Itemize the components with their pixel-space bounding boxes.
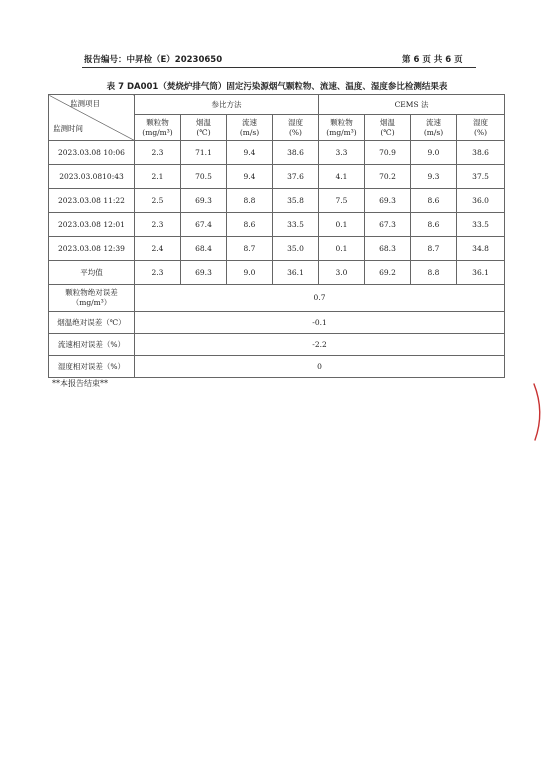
value-cell: 2.1: [135, 165, 181, 189]
value-cell: 8.6: [227, 213, 273, 237]
average-value-cell: 9.0: [227, 261, 273, 285]
value-cell: 37.6: [273, 165, 319, 189]
value-cell: 2.5: [135, 189, 181, 213]
pen-mark: [532, 382, 546, 442]
value-cell: 2.4: [135, 237, 181, 261]
average-value-cell: 36.1: [273, 261, 319, 285]
column-header: [365, 115, 411, 141]
value-cell: 8.6: [411, 189, 457, 213]
error-label-text: 流速相对误差（%）: [57, 339, 126, 349]
value-cell: 38.6: [457, 141, 505, 165]
error-value-cell: 0.7: [135, 285, 505, 312]
error-label: [49, 334, 135, 356]
value-cell: 69.3: [365, 189, 411, 213]
value-cell: 2.3: [135, 213, 181, 237]
value-cell: 71.1: [181, 141, 227, 165]
column-header-name: 颗粒物: [330, 117, 353, 127]
value-cell: 33.5: [457, 213, 505, 237]
time-cell: 2023.03.0810:43: [49, 165, 135, 189]
error-label-unit: （mg/m³）: [71, 298, 112, 307]
value-cell: 36.0: [457, 189, 505, 213]
report-number: 报告编号：中昇检（E）20230650: [84, 55, 223, 65]
error-label-text: 颗粒物绝对误差: [65, 288, 118, 297]
value-cell: 2.3: [135, 141, 181, 165]
value-cell: 9.3: [411, 165, 457, 189]
value-cell: 8.7: [411, 237, 457, 261]
report-end-note: **本报告结束**: [52, 379, 108, 388]
table-row: [49, 165, 505, 189]
table-row: [49, 141, 505, 165]
value-cell: 34.8: [457, 237, 505, 261]
group-header-cems: CEMS 法: [319, 95, 505, 115]
column-header-unit: (%): [474, 127, 488, 137]
value-cell: 9.4: [227, 165, 273, 189]
time-cell: 2023.03.08 10:06: [49, 141, 135, 165]
value-cell: 33.5: [273, 213, 319, 237]
column-header: [181, 115, 227, 141]
average-value-cell: 69.3: [181, 261, 227, 285]
value-cell: 68.3: [365, 237, 411, 261]
table-row: [49, 189, 505, 213]
column-header-unit: (℃): [380, 127, 395, 137]
column-header-name: 流速: [426, 117, 441, 127]
error-value-cell: -2.2: [135, 334, 505, 356]
value-cell: 9.0: [411, 141, 457, 165]
time-cell: 2023.03.08 11:22: [49, 189, 135, 213]
error-value-cell: 0: [135, 356, 505, 378]
column-header: [135, 115, 181, 141]
average-row: [49, 261, 505, 285]
error-label: [49, 285, 135, 312]
corner-label-time: 监测时间: [53, 124, 83, 133]
error-row: [49, 356, 505, 378]
column-header: [227, 115, 273, 141]
column-header: [273, 115, 319, 141]
value-cell: 70.5: [181, 165, 227, 189]
value-cell: 3.3: [319, 141, 365, 165]
column-header-unit: (℃): [196, 127, 211, 137]
column-header-name: 颗粒物: [146, 117, 169, 127]
table-row: [49, 237, 505, 261]
value-cell: 67.4: [181, 213, 227, 237]
corner-label-item: 监测项目: [70, 99, 100, 108]
error-rows: [49, 285, 505, 378]
error-label-text: 烟温绝对误差（℃）: [57, 317, 126, 327]
value-cell: 8.7: [227, 237, 273, 261]
column-header-unit: (m/s): [423, 127, 444, 137]
time-cell: 2023.03.08 12:39: [49, 237, 135, 261]
value-cell: 37.5: [457, 165, 505, 189]
error-value-cell: -0.1: [135, 312, 505, 334]
value-cell: 35.8: [273, 189, 319, 213]
column-header: [457, 115, 505, 141]
value-cell: 0.1: [319, 237, 365, 261]
corner-header-cell: [49, 95, 135, 141]
value-cell: 68.4: [181, 237, 227, 261]
header-divider: [82, 67, 476, 68]
value-cell: 70.2: [365, 165, 411, 189]
page-info: 第 6 页 共 6 页: [402, 55, 463, 65]
results-table: [48, 94, 505, 378]
error-row: [49, 285, 505, 312]
column-header-unit: (%): [289, 127, 302, 137]
average-value-cell: 3.0: [319, 261, 365, 285]
value-cell: 38.6: [273, 141, 319, 165]
column-header-name: 烟温: [380, 117, 395, 127]
column-header: [411, 115, 457, 141]
time-cell: 2023.03.08 12:01: [49, 213, 135, 237]
average-value-cell: 2.3: [135, 261, 181, 285]
average-value-cell: 69.2: [365, 261, 411, 285]
table-title: 表 7 DA001（焚烧炉排气筒）固定污染源烟气颗粒物、流速、温度、湿度参比检测结果表: [106, 82, 448, 92]
value-cell: 67.3: [365, 213, 411, 237]
error-label: [49, 312, 135, 334]
average-value-cell: 8.8: [411, 261, 457, 285]
column-header: [319, 115, 365, 141]
column-header-unit: (m/s): [239, 127, 260, 137]
group-header-reference: 参比方法: [135, 95, 319, 115]
column-header-name: 流速: [242, 117, 257, 127]
column-header-name: 湿度: [473, 117, 489, 127]
value-cell: 4.1: [319, 165, 365, 189]
table-row: [49, 213, 505, 237]
value-cell: 35.0: [273, 237, 319, 261]
average-value-cell: 36.1: [457, 261, 505, 285]
value-cell: 8.8: [227, 189, 273, 213]
column-header-name: 湿度: [288, 117, 303, 127]
error-label: [49, 356, 135, 378]
error-row: [49, 312, 505, 334]
error-row: [49, 334, 505, 356]
value-cell: 9.4: [227, 141, 273, 165]
error-label-text: 湿度相对误差（%）: [57, 361, 126, 371]
value-cell: 70.9: [365, 141, 411, 165]
column-header-unit: (mg/m³): [142, 127, 173, 137]
value-cell: 7.5: [319, 189, 365, 213]
data-rows: [49, 141, 505, 261]
value-cell: 69.3: [181, 189, 227, 213]
value-cell: 8.6: [411, 213, 457, 237]
value-cell: 0.1: [319, 213, 365, 237]
column-header-unit: (mg/m³): [326, 127, 357, 137]
column-header-name: 烟温: [196, 117, 211, 127]
average-label: 平均值: [49, 261, 135, 285]
